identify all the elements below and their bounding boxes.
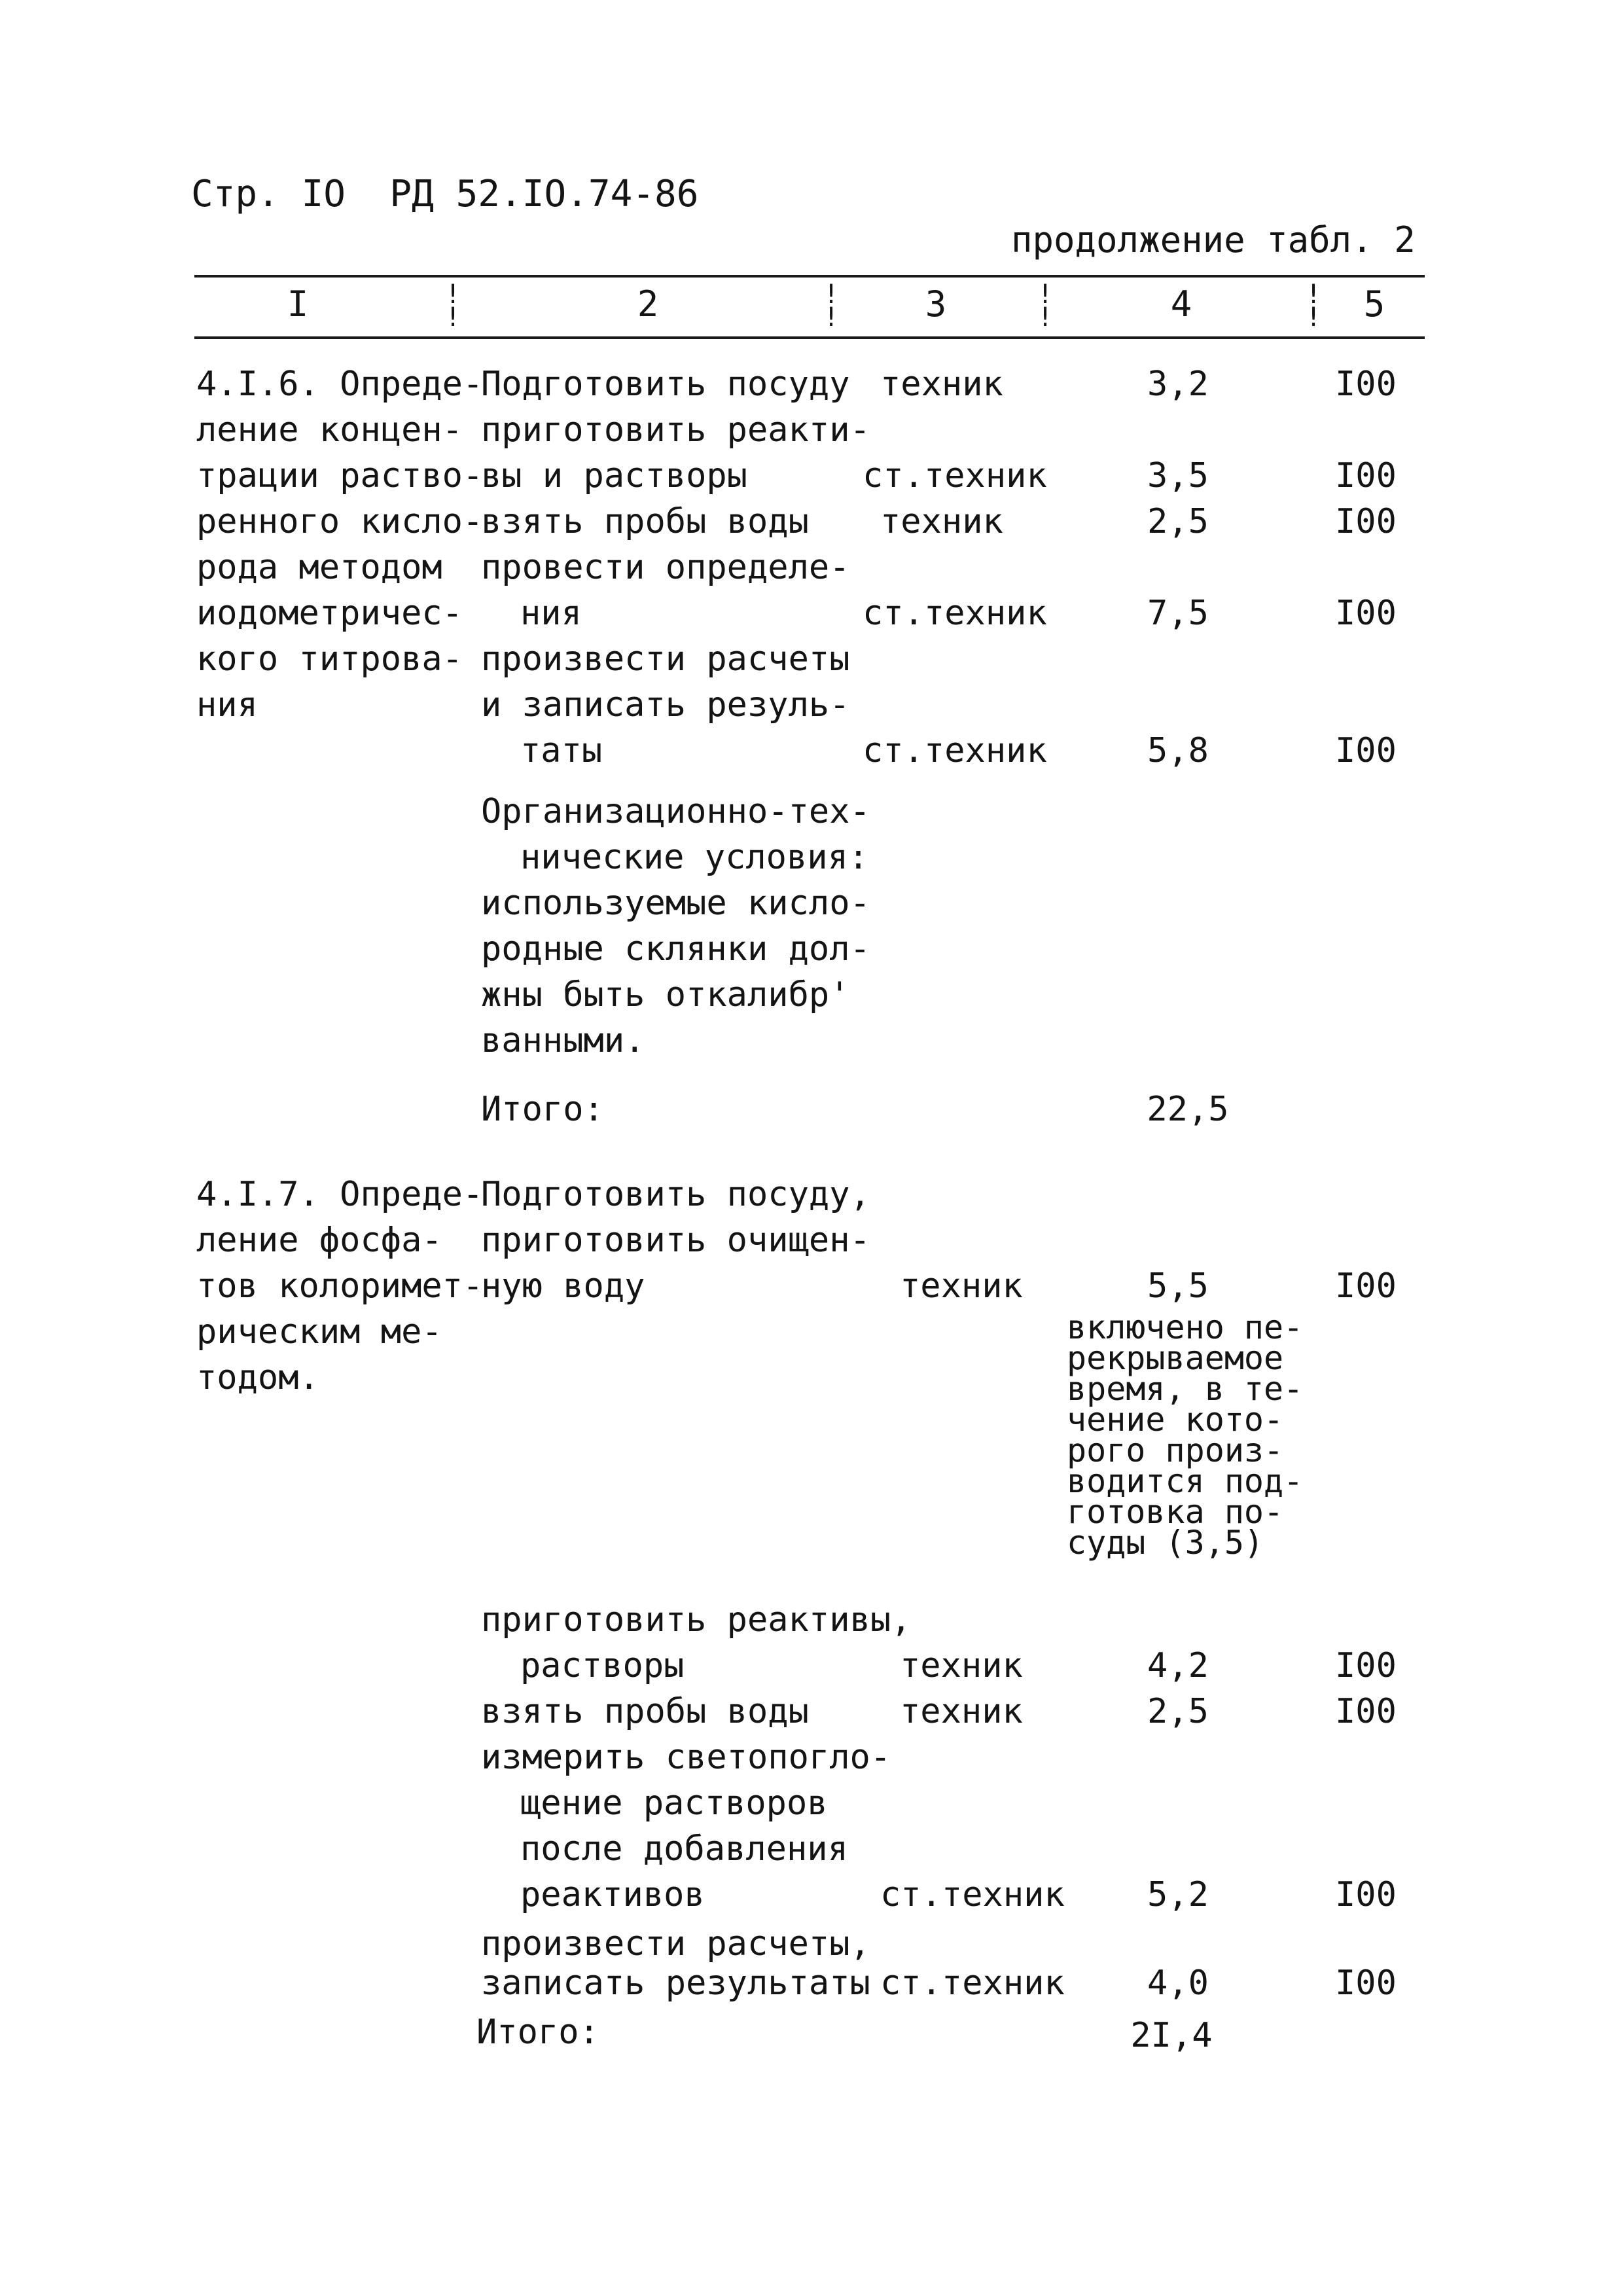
overlap-note-line: чение кото- xyxy=(1067,1401,1284,1439)
row-title-line: иодометричес- xyxy=(196,594,463,633)
operation-text: растворы xyxy=(520,1646,685,1685)
percent-cell: I00 xyxy=(1335,1266,1397,1306)
total-value: 22,5 xyxy=(1147,1090,1229,1129)
column-separator: ! xyxy=(823,279,840,310)
operation-text: вы и растворы xyxy=(481,456,747,495)
column-separator: ! xyxy=(823,302,840,332)
time-value-cell: 2,5 xyxy=(1147,502,1209,541)
percent-cell: I00 xyxy=(1335,1875,1397,1914)
percent-cell: I00 xyxy=(1335,594,1397,633)
overlap-note-line: включено пе- xyxy=(1067,1308,1304,1346)
row-title-line: трации раство- xyxy=(196,456,484,495)
time-value-cell: 3,2 xyxy=(1147,365,1209,404)
qualification-cell: техник xyxy=(900,1646,1023,1685)
org-conditions-line: родные склянки дол- xyxy=(481,929,870,969)
operation-text: Подготовить посуду xyxy=(481,365,850,404)
row-title-line: ление концен- xyxy=(196,410,463,450)
time-value-cell: 4,2 xyxy=(1147,1646,1209,1685)
total-value: 2I,4 xyxy=(1130,2016,1213,2055)
org-conditions-line: используемые кисло- xyxy=(481,884,870,923)
column-header-2: 2 xyxy=(637,283,659,325)
qualification-cell: ст.техник xyxy=(880,1875,1065,1914)
row-title-line: ление фосфа- xyxy=(196,1221,442,1260)
column-separator: ! xyxy=(1306,302,1322,332)
column-separator: ! xyxy=(445,279,461,310)
column-separator: ! xyxy=(445,302,461,332)
header-top-rule xyxy=(194,275,1425,278)
percent-cell: I00 xyxy=(1335,365,1397,404)
operation-text: реактивов xyxy=(520,1875,705,1914)
column-separator: ! xyxy=(1306,279,1322,310)
operation-text: произвести расчеты xyxy=(481,639,850,679)
time-value-cell: 2,5 xyxy=(1147,1692,1209,1731)
qualification-cell: техник xyxy=(880,365,1003,404)
operation-text: щение растворов xyxy=(520,1784,828,1823)
column-header-1: I xyxy=(287,283,309,325)
org-conditions-line: жны быть откалибр' xyxy=(481,975,850,1014)
operation-text: Подготовить посуду, xyxy=(481,1175,870,1214)
row-title-line: тодом. xyxy=(196,1358,319,1397)
total-label: Итого: xyxy=(476,2013,599,2052)
table-continuation-label: продолжение табл. 2 xyxy=(1011,219,1416,260)
operation-text: после добавления xyxy=(520,1829,848,1869)
operation-text: и записать резуль- xyxy=(481,685,850,725)
operation-text: произвести расчеты, xyxy=(481,1924,870,1964)
row-title-line: ренного кисло- xyxy=(196,502,484,541)
overlap-note-line: время, в те- xyxy=(1067,1370,1304,1408)
org-conditions-line: ванными. xyxy=(481,1021,645,1060)
time-value-cell: 4,0 xyxy=(1147,1964,1209,2003)
overlap-note-line: суды (3,5) xyxy=(1067,1524,1264,1562)
overlap-note-line: водится под- xyxy=(1067,1462,1304,1500)
operation-text: ния xyxy=(520,594,582,633)
operation-text: таты xyxy=(520,731,603,770)
percent-cell: I00 xyxy=(1335,731,1397,770)
operation-text: измерить светопогло- xyxy=(481,1738,891,1777)
row-title-line: рическим ме- xyxy=(196,1312,442,1352)
column-header-4: 4 xyxy=(1170,283,1192,325)
operation-text: приготовить очищен- xyxy=(481,1221,870,1260)
operation-text: провести определе- xyxy=(481,548,850,587)
header-bottom-rule xyxy=(194,336,1425,339)
percent-cell: I00 xyxy=(1335,1964,1397,2003)
percent-cell: I00 xyxy=(1335,1692,1397,1731)
qualification-cell: ст.техник xyxy=(863,594,1047,633)
overlap-note-line: рекрываемое xyxy=(1067,1339,1284,1377)
qualification-cell: ст.техник xyxy=(863,731,1047,770)
operation-text: приготовить реактивы, xyxy=(481,1600,912,1640)
column-header-5: 5 xyxy=(1363,283,1385,325)
total-label: Итого: xyxy=(481,1090,604,1129)
overlap-note-line: рого произ- xyxy=(1067,1431,1284,1469)
org-conditions-line: нические условия: xyxy=(520,838,869,877)
page-header: Стр. IO РД 52.IO.74-86 xyxy=(191,173,699,215)
operation-text: ную воду xyxy=(481,1266,645,1306)
percent-cell: I00 xyxy=(1335,456,1397,495)
row-title-line: кого титрова- xyxy=(196,639,463,679)
operation-text: взять пробы воды xyxy=(481,502,809,541)
percent-cell: I00 xyxy=(1335,502,1397,541)
operation-text: взять пробы воды xyxy=(481,1692,809,1731)
operation-text: приготовить реакти- xyxy=(481,410,870,450)
qualification-cell: техник xyxy=(900,1692,1023,1731)
qualification-cell: техник xyxy=(900,1266,1023,1306)
row-title-line: тов колоримет- xyxy=(196,1266,484,1306)
row-title-line: 4.I.7. Опреде- xyxy=(196,1175,484,1214)
percent-cell: I00 xyxy=(1335,1646,1397,1685)
column-separator: ! xyxy=(1037,279,1054,310)
column-separator: ! xyxy=(1037,302,1054,332)
qualification-cell: ст.техник xyxy=(880,1964,1065,2003)
row-title-line: 4.I.6. Опреде- xyxy=(196,365,484,404)
row-title-line: ния xyxy=(196,685,258,725)
column-header-3: 3 xyxy=(925,283,947,325)
qualification-cell: техник xyxy=(880,502,1003,541)
overlap-note-line: готовка по- xyxy=(1067,1493,1284,1531)
qualification-cell: ст.техник xyxy=(863,456,1047,495)
time-value-cell: 5,2 xyxy=(1147,1875,1209,1914)
row-title-line: рода методом xyxy=(196,548,442,587)
operation-text: записать результаты xyxy=(481,1964,870,2003)
time-value-cell: 3,5 xyxy=(1147,456,1209,495)
time-value-cell: 7,5 xyxy=(1147,594,1209,633)
org-conditions-line: Организационно-тех- xyxy=(481,792,870,831)
time-value-cell: 5,8 xyxy=(1147,731,1209,770)
time-value-cell: 5,5 xyxy=(1147,1266,1209,1306)
